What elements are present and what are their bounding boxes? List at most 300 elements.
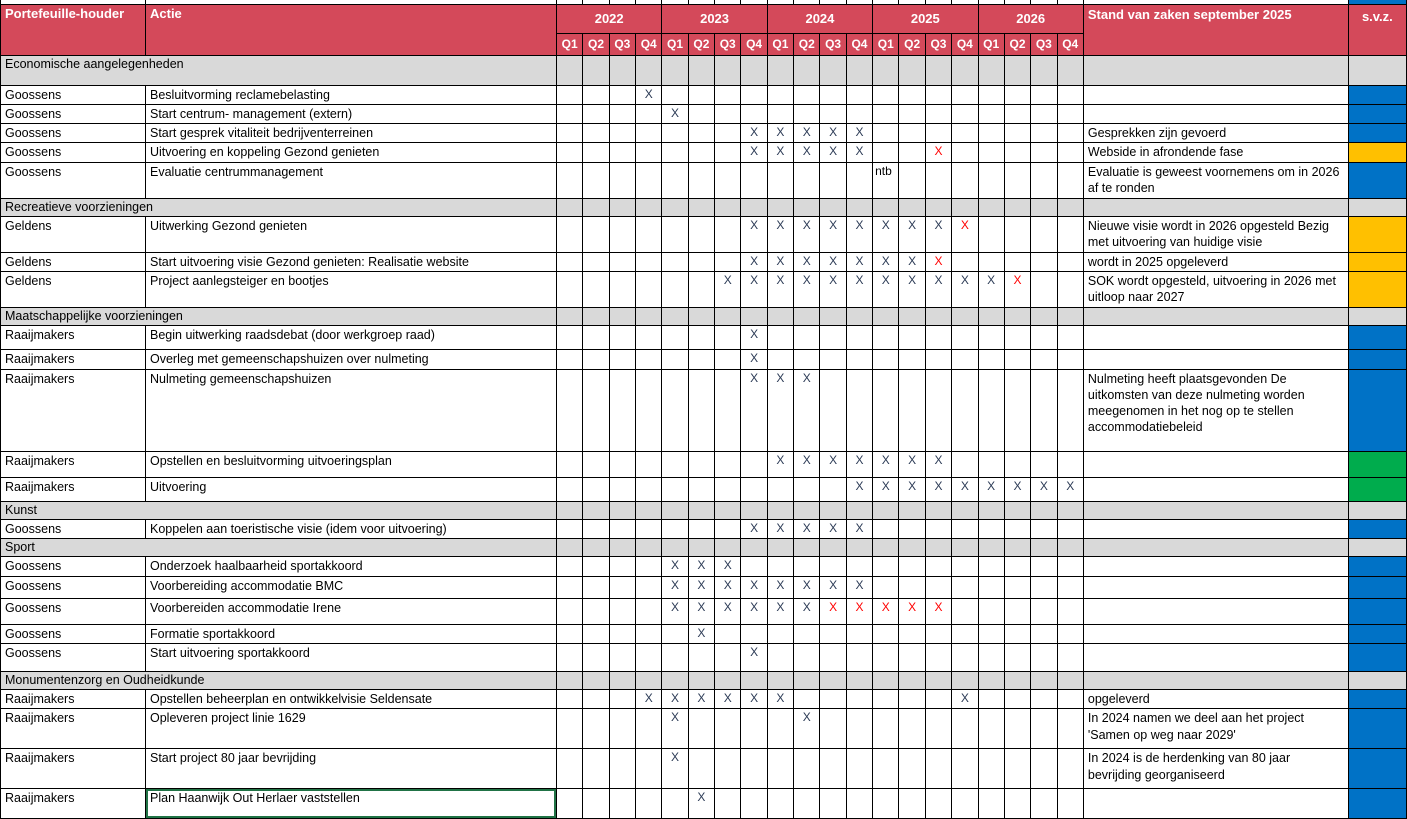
holder-cell[interactable]: Raaijmakers	[1, 350, 146, 369]
action-cell[interactable]: Opstellen en besluitvorming uitvoeringsplan	[146, 451, 557, 477]
quarter-cell[interactable]	[820, 477, 846, 501]
quarter-cell[interactable]	[873, 501, 899, 519]
quarter-cell[interactable]	[873, 789, 899, 819]
quarter-cell[interactable]	[899, 576, 925, 598]
quarter-cell[interactable]: X	[925, 143, 951, 162]
quarter-cell[interactable]	[794, 85, 820, 104]
quarter-cell[interactable]	[557, 272, 583, 308]
quarter-cell[interactable]	[952, 350, 978, 369]
quarter-cell[interactable]	[794, 501, 820, 519]
status-cell[interactable]	[1083, 598, 1348, 624]
quarter-cell[interactable]	[794, 477, 820, 501]
quarter-cell[interactable]	[609, 671, 635, 689]
quarter-cell[interactable]	[583, 252, 609, 271]
quarter-cell[interactable]	[636, 143, 662, 162]
quarter-cell[interactable]	[952, 85, 978, 104]
quarter-cell[interactable]: X	[820, 252, 846, 271]
quarter-cell[interactable]	[846, 326, 872, 350]
quarter-cell[interactable]	[820, 326, 846, 350]
quarter-cell[interactable]	[978, 326, 1004, 350]
quarter-cell[interactable]	[1031, 576, 1057, 598]
quarter-cell[interactable]	[767, 162, 793, 198]
quarter-cell[interactable]	[636, 501, 662, 519]
quarter-cell[interactable]	[557, 369, 583, 451]
quarter-cell[interactable]	[952, 198, 978, 216]
svz-status-cell[interactable]	[1348, 104, 1406, 123]
quarter-cell[interactable]	[1004, 501, 1030, 519]
quarter-cell[interactable]	[688, 198, 714, 216]
quarter-cell[interactable]	[609, 369, 635, 451]
quarter-cell[interactable]	[1031, 85, 1057, 104]
quarter-cell[interactable]	[741, 671, 767, 689]
quarter-cell[interactable]	[609, 643, 635, 671]
quarter-cell[interactable]	[557, 326, 583, 350]
quarter-cell[interactable]	[1004, 308, 1030, 326]
quarter-cell[interactable]	[715, 104, 741, 123]
quarter-cell[interactable]	[557, 749, 583, 789]
quarter-cell[interactable]	[583, 162, 609, 198]
holder-cell[interactable]: Raaijmakers	[1, 451, 146, 477]
quarter-cell[interactable]	[820, 162, 846, 198]
header-year-2026[interactable]: 2026	[978, 4, 1083, 33]
quarter-cell[interactable]	[925, 519, 951, 538]
quarter-cell[interactable]	[583, 576, 609, 598]
quarter-cell[interactable]	[873, 643, 899, 671]
quarter-cell[interactable]	[636, 576, 662, 598]
svz-status-cell[interactable]	[1348, 326, 1406, 350]
quarter-cell[interactable]	[557, 576, 583, 598]
quarter-cell[interactable]	[1057, 104, 1083, 123]
holder-cell[interactable]: Raaijmakers	[1, 369, 146, 451]
quarter-cell[interactable]	[846, 501, 872, 519]
quarter-cell[interactable]	[873, 369, 899, 451]
action-cell[interactable]: Uitvoering	[146, 477, 557, 501]
quarter-cell[interactable]	[952, 576, 978, 598]
quarter-cell[interactable]	[978, 624, 1004, 643]
quarter-cell[interactable]: X	[741, 252, 767, 271]
quarter-cell[interactable]	[1004, 671, 1030, 689]
quarter-cell[interactable]	[952, 252, 978, 271]
quarter-cell[interactable]	[899, 85, 925, 104]
svz-status-cell[interactable]	[1348, 162, 1406, 198]
quarter-cell[interactable]	[662, 143, 688, 162]
quarter-cell[interactable]	[557, 198, 583, 216]
quarter-cell[interactable]	[741, 55, 767, 85]
quarter-cell[interactable]	[636, 272, 662, 308]
status-cell[interactable]: Evaluatie is geweest voornemens om in 2026 af te ronden	[1083, 162, 1348, 198]
quarter-cell[interactable]	[767, 308, 793, 326]
holder-cell[interactable]: Raaijmakers	[1, 477, 146, 501]
quarter-cell[interactable]	[609, 216, 635, 252]
quarter-cell[interactable]	[925, 501, 951, 519]
quarter-cell[interactable]	[873, 709, 899, 749]
quarter-cell[interactable]	[952, 55, 978, 85]
quarter-cell[interactable]	[636, 369, 662, 451]
quarter-cell[interactable]: X	[846, 451, 872, 477]
svz-cell[interactable]	[1348, 539, 1406, 557]
quarter-cell[interactable]: X	[925, 598, 951, 624]
quarter-cell[interactable]	[741, 85, 767, 104]
quarter-cell[interactable]: X	[846, 124, 872, 143]
quarter-cell[interactable]	[952, 501, 978, 519]
quarter-cell[interactable]: X	[662, 576, 688, 598]
quarter-cell[interactable]	[1004, 576, 1030, 598]
quarter-cell[interactable]	[715, 162, 741, 198]
quarter-cell[interactable]	[899, 350, 925, 369]
quarter-cell[interactable]	[1004, 709, 1030, 749]
action-cell[interactable]: Opstellen beheerplan en ontwikkelvisie Seldensate	[146, 690, 557, 709]
quarter-cell[interactable]: X	[741, 216, 767, 252]
quarter-cell[interactable]: X	[741, 690, 767, 709]
quarter-cell[interactable]	[1057, 369, 1083, 451]
quarter-cell[interactable]: X	[846, 477, 872, 501]
quarter-cell[interactable]: X	[846, 598, 872, 624]
quarter-cell[interactable]: X	[715, 598, 741, 624]
quarter-cell[interactable]	[557, 557, 583, 576]
header-portefeuillehouder[interactable]: Portefeuille-houder	[1, 4, 146, 55]
quarter-cell[interactable]: X	[873, 477, 899, 501]
quarter-cell[interactable]	[741, 539, 767, 557]
action-cell[interactable]: Onderzoek haalbaarheid sportakkoord	[146, 557, 557, 576]
quarter-cell[interactable]	[583, 690, 609, 709]
quarter-cell[interactable]	[688, 162, 714, 198]
quarter-cell[interactable]	[1057, 709, 1083, 749]
status-cell[interactable]: In 2024 is de herdenking van 80 jaar bevrijding georganiseerd	[1083, 749, 1348, 789]
quarter-cell[interactable]	[1031, 124, 1057, 143]
status-cell[interactable]	[1083, 576, 1348, 598]
quarter-cell[interactable]	[1057, 162, 1083, 198]
header-quarter[interactable]: Q4	[636, 33, 662, 55]
svz-cell[interactable]	[1348, 198, 1406, 216]
quarter-cell[interactable]	[846, 104, 872, 123]
quarter-cell[interactable]	[820, 643, 846, 671]
quarter-cell[interactable]	[688, 539, 714, 557]
quarter-cell[interactable]	[688, 350, 714, 369]
quarter-cell[interactable]	[952, 789, 978, 819]
svz-status-cell[interactable]	[1348, 576, 1406, 598]
holder-cell[interactable]: Raaijmakers	[1, 690, 146, 709]
quarter-cell[interactable]	[636, 539, 662, 557]
quarter-cell[interactable]	[583, 369, 609, 451]
quarter-cell[interactable]	[1004, 624, 1030, 643]
quarter-cell[interactable]	[1031, 451, 1057, 477]
quarter-cell[interactable]	[688, 749, 714, 789]
svz-status-cell[interactable]	[1348, 749, 1406, 789]
quarter-cell[interactable]	[952, 369, 978, 451]
quarter-cell[interactable]	[583, 643, 609, 671]
quarter-cell[interactable]	[978, 252, 1004, 271]
quarter-cell[interactable]: X	[820, 124, 846, 143]
holder-cell[interactable]: Goossens	[1, 104, 146, 123]
quarter-cell[interactable]	[873, 690, 899, 709]
quarter-cell[interactable]	[557, 143, 583, 162]
quarter-cell[interactable]	[1057, 308, 1083, 326]
header-quarter[interactable]: Q2	[794, 33, 820, 55]
quarter-cell[interactable]	[662, 162, 688, 198]
header-quarter[interactable]: Q2	[583, 33, 609, 55]
quarter-cell[interactable]	[978, 690, 1004, 709]
quarter-cell[interactable]: X	[741, 350, 767, 369]
header-quarter[interactable]: Q3	[820, 33, 846, 55]
svz-status-cell[interactable]	[1348, 519, 1406, 538]
quarter-cell[interactable]	[741, 709, 767, 749]
quarter-cell[interactable]	[925, 104, 951, 123]
quarter-cell[interactable]	[846, 162, 872, 198]
action-cell[interactable]: Start uitvoering visie Gezond genieten: Realisatie website	[146, 252, 557, 271]
quarter-cell[interactable]	[662, 624, 688, 643]
quarter-cell[interactable]	[767, 198, 793, 216]
quarter-cell[interactable]	[583, 143, 609, 162]
svz-status-cell[interactable]	[1348, 477, 1406, 501]
quarter-cell[interactable]	[662, 519, 688, 538]
status-cell[interactable]	[1083, 326, 1348, 350]
quarter-cell[interactable]: X	[794, 272, 820, 308]
svz-status-cell[interactable]	[1348, 350, 1406, 369]
quarter-cell[interactable]	[583, 709, 609, 749]
quarter-cell[interactable]	[609, 576, 635, 598]
quarter-cell[interactable]: X	[1031, 477, 1057, 501]
quarter-cell[interactable]	[636, 624, 662, 643]
quarter-cell[interactable]	[557, 477, 583, 501]
quarter-cell[interactable]	[952, 598, 978, 624]
quarter-cell[interactable]	[952, 709, 978, 749]
quarter-cell[interactable]: ntb	[873, 162, 899, 198]
quarter-cell[interactable]	[1004, 519, 1030, 538]
quarter-cell[interactable]	[767, 557, 793, 576]
quarter-cell[interactable]	[899, 519, 925, 538]
section-label[interactable]: Maatschappelijke voorzieningen	[1, 308, 557, 326]
quarter-cell[interactable]	[846, 198, 872, 216]
quarter-cell[interactable]	[952, 557, 978, 576]
quarter-cell[interactable]	[636, 326, 662, 350]
quarter-cell[interactable]	[557, 55, 583, 85]
quarter-cell[interactable]: X	[978, 477, 1004, 501]
quarter-cell[interactable]	[715, 501, 741, 519]
quarter-cell[interactable]	[1057, 216, 1083, 252]
action-cell[interactable]: Uitvoering en koppeling Gezond genieten	[146, 143, 557, 162]
status-cell[interactable]	[1083, 55, 1348, 85]
quarter-cell[interactable]	[794, 789, 820, 819]
quarter-cell[interactable]: X	[873, 252, 899, 271]
quarter-cell[interactable]	[978, 576, 1004, 598]
quarter-cell[interactable]	[1004, 690, 1030, 709]
quarter-cell[interactable]	[688, 671, 714, 689]
quarter-cell[interactable]	[1031, 598, 1057, 624]
quarter-cell[interactable]	[662, 85, 688, 104]
quarter-cell[interactable]	[583, 85, 609, 104]
quarter-cell[interactable]: X	[741, 519, 767, 538]
quarter-cell[interactable]	[1057, 624, 1083, 643]
quarter-cell[interactable]	[1057, 671, 1083, 689]
quarter-cell[interactable]	[820, 104, 846, 123]
quarter-cell[interactable]: X	[741, 326, 767, 350]
quarter-cell[interactable]	[846, 690, 872, 709]
quarter-cell[interactable]	[583, 198, 609, 216]
quarter-cell[interactable]	[557, 690, 583, 709]
status-cell[interactable]: Webside in afrondende fase	[1083, 143, 1348, 162]
header-quarter[interactable]: Q4	[846, 33, 872, 55]
quarter-cell[interactable]	[1004, 749, 1030, 789]
quarter-cell[interactable]	[767, 709, 793, 749]
quarter-cell[interactable]	[873, 350, 899, 369]
quarter-cell[interactable]	[688, 143, 714, 162]
quarter-cell[interactable]	[1004, 789, 1030, 819]
quarter-cell[interactable]: X	[767, 576, 793, 598]
quarter-cell[interactable]	[583, 519, 609, 538]
quarter-cell[interactable]	[741, 624, 767, 643]
quarter-cell[interactable]	[688, 252, 714, 271]
quarter-cell[interactable]	[662, 789, 688, 819]
quarter-cell[interactable]	[899, 643, 925, 671]
quarter-cell[interactable]	[636, 749, 662, 789]
quarter-cell[interactable]	[583, 557, 609, 576]
quarter-cell[interactable]	[978, 198, 1004, 216]
quarter-cell[interactable]	[925, 308, 951, 326]
quarter-cell[interactable]: X	[688, 624, 714, 643]
quarter-cell[interactable]	[899, 162, 925, 198]
quarter-cell[interactable]	[688, 519, 714, 538]
quarter-cell[interactable]	[688, 55, 714, 85]
quarter-cell[interactable]	[899, 789, 925, 819]
quarter-cell[interactable]	[952, 308, 978, 326]
quarter-cell[interactable]	[557, 643, 583, 671]
quarter-cell[interactable]	[846, 671, 872, 689]
quarter-cell[interactable]	[557, 501, 583, 519]
quarter-cell[interactable]	[899, 55, 925, 85]
section-label[interactable]: Monumentenzorg en Oudheidkunde	[1, 671, 557, 689]
quarter-cell[interactable]	[557, 539, 583, 557]
quarter-cell[interactable]	[820, 350, 846, 369]
quarter-cell[interactable]	[662, 124, 688, 143]
status-cell[interactable]	[1083, 85, 1348, 104]
quarter-cell[interactable]	[688, 501, 714, 519]
quarter-cell[interactable]	[1004, 162, 1030, 198]
quarter-cell[interactable]	[715, 624, 741, 643]
quarter-cell[interactable]	[1057, 557, 1083, 576]
quarter-cell[interactable]	[899, 539, 925, 557]
quarter-cell[interactable]	[925, 369, 951, 451]
quarter-cell[interactable]	[978, 162, 1004, 198]
quarter-cell[interactable]: X	[899, 252, 925, 271]
quarter-cell[interactable]	[846, 624, 872, 643]
quarter-cell[interactable]	[1031, 709, 1057, 749]
quarter-cell[interactable]: X	[820, 598, 846, 624]
quarter-cell[interactable]	[820, 55, 846, 85]
quarter-cell[interactable]	[715, 519, 741, 538]
quarter-cell[interactable]	[952, 451, 978, 477]
action-cell[interactable]: Nulmeting gemeenschapshuizen	[146, 369, 557, 451]
quarter-cell[interactable]: X	[873, 216, 899, 252]
quarter-cell[interactable]	[662, 308, 688, 326]
header-quarter[interactable]: Q4	[1057, 33, 1083, 55]
quarter-cell[interactable]	[688, 308, 714, 326]
quarter-cell[interactable]	[557, 624, 583, 643]
quarter-cell[interactable]	[636, 789, 662, 819]
quarter-cell[interactable]	[1031, 624, 1057, 643]
quarter-cell[interactable]: X	[636, 690, 662, 709]
quarter-cell[interactable]	[715, 326, 741, 350]
quarter-cell[interactable]	[846, 539, 872, 557]
quarter-cell[interactable]	[820, 85, 846, 104]
quarter-cell[interactable]: X	[662, 690, 688, 709]
quarter-cell[interactable]	[846, 709, 872, 749]
quarter-cell[interactable]	[715, 124, 741, 143]
quarter-cell[interactable]	[873, 749, 899, 789]
quarter-cell[interactable]: X	[662, 709, 688, 749]
quarter-cell[interactable]	[636, 643, 662, 671]
quarter-cell[interactable]	[715, 709, 741, 749]
quarter-cell[interactable]	[1031, 539, 1057, 557]
quarter-cell[interactable]	[899, 124, 925, 143]
quarter-cell[interactable]	[767, 350, 793, 369]
quarter-cell[interactable]	[1031, 198, 1057, 216]
quarter-cell[interactable]	[1057, 350, 1083, 369]
quarter-cell[interactable]	[609, 252, 635, 271]
quarter-cell[interactable]: X	[767, 252, 793, 271]
quarter-cell[interactable]	[899, 624, 925, 643]
header-quarter[interactable]: Q4	[741, 33, 767, 55]
quarter-cell[interactable]	[1004, 85, 1030, 104]
quarter-cell[interactable]	[583, 272, 609, 308]
quarter-cell[interactable]	[688, 643, 714, 671]
quarter-cell[interactable]	[688, 216, 714, 252]
quarter-cell[interactable]	[899, 369, 925, 451]
svz-status-cell[interactable]	[1348, 252, 1406, 271]
quarter-cell[interactable]	[767, 104, 793, 123]
quarter-cell[interactable]	[925, 198, 951, 216]
quarter-cell[interactable]	[820, 198, 846, 216]
quarter-cell[interactable]	[1004, 252, 1030, 271]
svz-cell[interactable]	[1348, 671, 1406, 689]
quarter-cell[interactable]	[583, 124, 609, 143]
svz-status-cell[interactable]	[1348, 143, 1406, 162]
holder-cell[interactable]: Raaijmakers	[1, 326, 146, 350]
quarter-cell[interactable]	[662, 272, 688, 308]
quarter-cell[interactable]	[1031, 519, 1057, 538]
status-cell[interactable]	[1083, 350, 1348, 369]
quarter-cell[interactable]	[557, 252, 583, 271]
svz-cell[interactable]	[1348, 55, 1406, 85]
action-cell[interactable]: Start project 80 jaar bevrijding	[146, 749, 557, 789]
quarter-cell[interactable]	[715, 252, 741, 271]
quarter-cell[interactable]	[715, 308, 741, 326]
header-actie[interactable]: Actie	[146, 4, 557, 55]
action-cell[interactable]: Voorbereiding accommodatie BMC	[146, 576, 557, 598]
quarter-cell[interactable]	[899, 709, 925, 749]
svz-status-cell[interactable]	[1348, 369, 1406, 451]
quarter-cell[interactable]	[1057, 539, 1083, 557]
quarter-cell[interactable]: X	[794, 519, 820, 538]
action-cell[interactable]: Uitwerking Gezond genieten	[146, 216, 557, 252]
quarter-cell[interactable]	[1004, 451, 1030, 477]
quarter-cell[interactable]	[609, 55, 635, 85]
quarter-cell[interactable]: X	[899, 451, 925, 477]
quarter-cell[interactable]: X	[688, 598, 714, 624]
status-cell[interactable]	[1083, 643, 1348, 671]
quarter-cell[interactable]	[767, 643, 793, 671]
svz-status-cell[interactable]	[1348, 124, 1406, 143]
quarter-cell[interactable]: X	[899, 216, 925, 252]
svz-status-cell[interactable]	[1348, 624, 1406, 643]
holder-cell[interactable]: Goossens	[1, 598, 146, 624]
quarter-cell[interactable]: X	[662, 557, 688, 576]
quarter-cell[interactable]: X	[662, 598, 688, 624]
quarter-cell[interactable]	[952, 143, 978, 162]
status-cell[interactable]	[1083, 789, 1348, 819]
holder-cell[interactable]: Goossens	[1, 85, 146, 104]
quarter-cell[interactable]	[557, 451, 583, 477]
quarter-cell[interactable]: X	[741, 124, 767, 143]
